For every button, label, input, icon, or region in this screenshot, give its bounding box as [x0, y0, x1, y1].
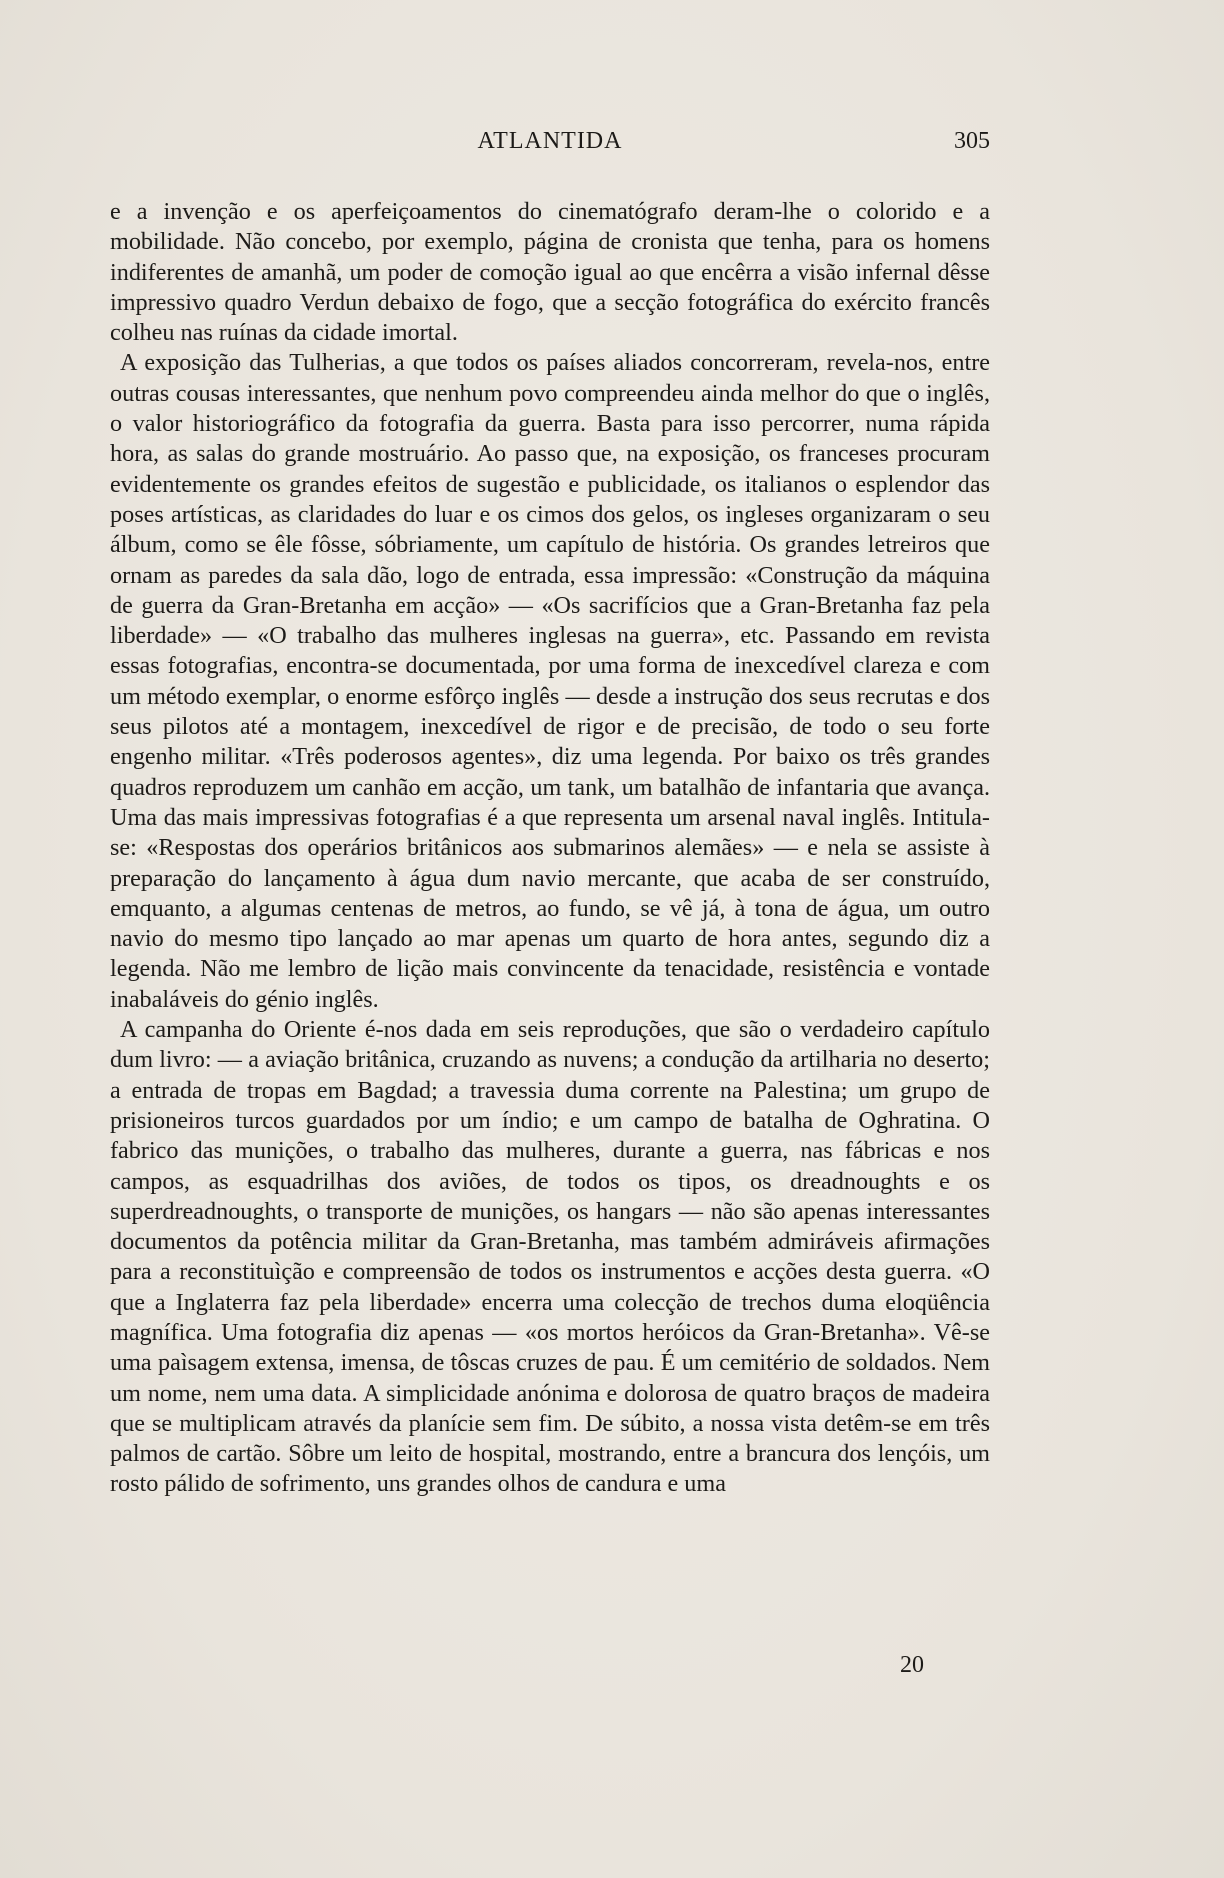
body-text: [110, 197, 990, 1500]
signature-mark: 20: [900, 1652, 924, 1678]
running-header: [110, 124, 990, 164]
paragraph: A campanha do Oriente é-nos dada em seis reproduções, que são o verdadeiro capítulo dum livro: — a aviação britânica, cruzando as nuvens; a condução da artilharia no deserto; a entrada de tropas em Bagdad; a travessia duma corrente na Palestina; um grupo de prisioneiros turcos guardados por um índio; e um campo de batalha de Oghratina. O fabrico das munições, o trabalho das mulheres, durante a guerra, nas fábricas e nos campos, as esquadrilhas dos aviões, de todos os tipos, os dreadnoughts e os superdreadnoughts, o transporte de munições, os hangars — não são apenas interessantes documentos da potência militar da Gran-Bretanha, mas também admiráveis afirmações para a reconstituìção e compreensão de todos os instrumentos e acções desta guerra. «O que a Inglaterra faz pela liberdade» encerra uma colecção de trechos duma eloqüência magnífica. Uma fotografia diz apenas — «os mortos heróicos da Gran-Bretanha». Vê-se uma paìsagem extensa, imensa, de tôscas cruzes de pau. É um cemitério de soldados. Nem um nome, nem uma data. A simplicidade anónima e dolorosa de quatro braços de madeira que se multiplicam através da planície sem fim. De súbito, a nossa vista detêm-se em três palmos de cartão. Sôbre um leito de hospital, mostrando, entre a brancura dos lençóis, um rosto pálido de sofrimento, uns grandes olhos de candura e uma: [110, 1016, 990, 1498]
journal-title: ATLANTIDA: [477, 128, 623, 154]
page-number: 305: [954, 128, 990, 154]
paragraph: A exposição das Tulherias, a que todos os países aliados concorreram, revela-nos, entre outras cousas interessantes, que nenhum povo compreendeu ainda melhor do que o inglês, o valor historiográfico da fotografia da guerra. Basta para isso percorrer, numa rápida hora, as salas do grande mostruário. Ao passo que, na exposição, os franceses procuram evidentemente os grandes efeitos de sugestão e publicidade, os italianos o esplendor das poses artísticas, as claridades do luar e os cimos dos gelos, os ingleses organizaram o seu álbum, como se êle fôsse, sóbriamente, um capítulo de história. Os grandes letreiros que ornam as paredes da sala dão, logo de entrada, essa impressão: «Construção da máquina de guerra da Gran-Bretanha em acção» — «Os sacrifícios que a Gran-Bretanha faz pela liberdade» — «O trabalho das mulheres inglesas na guerra», etc. Passando em revista essas fotografias, encontra-se documentada, por uma forma de inexcedível clareza e com um método exemplar, o enorme esfôrço inglês — desde a instrução dos seus recrutas e dos seus pilotos até a montagem, inexcedível de rigor e de precisão, de todo o seu forte engenho militar. «Três poderosos agentes», diz uma legenda. Por baixo os três grandes quadros reproduzem um canhão em acção, um tank, um batalhão de infantaria que avança. Uma das mais impressivas fotografias é a que representa um arsenal naval inglês. Intitula-se: «Respostas dos operários britânicos aos submarinos alemães» — e nela se assiste à preparação do lançamento à água dum navio mercante, que acaba de ser construído, emquanto, a algumas centenas de metros, ao fundo, se vê já, à tona de água, um outro navio do mesmo tipo lançado ao mar apenas um quarto de hora antes, segundo diz a legenda. Não me lembro de lição mais convincente da tenacidade, resistência e vontade inabaláveis do génio inglês.: [110, 349, 990, 1013]
paragraph: e a invenção e os aperfeiçoamentos do cinematógrafo deram-lhe o colorido e a mobilidade. Não concebo, por exemplo, página de cronista que tenha, para os homens indiferentes de amanhã, um poder de comoção igual ao que encêrra a visão infernal dêsse impressivo quadro Verdun debaixo de fogo, que a secção fotográfica do exército francês colheu nas ruínas da cidade imortal.: [110, 198, 990, 347]
